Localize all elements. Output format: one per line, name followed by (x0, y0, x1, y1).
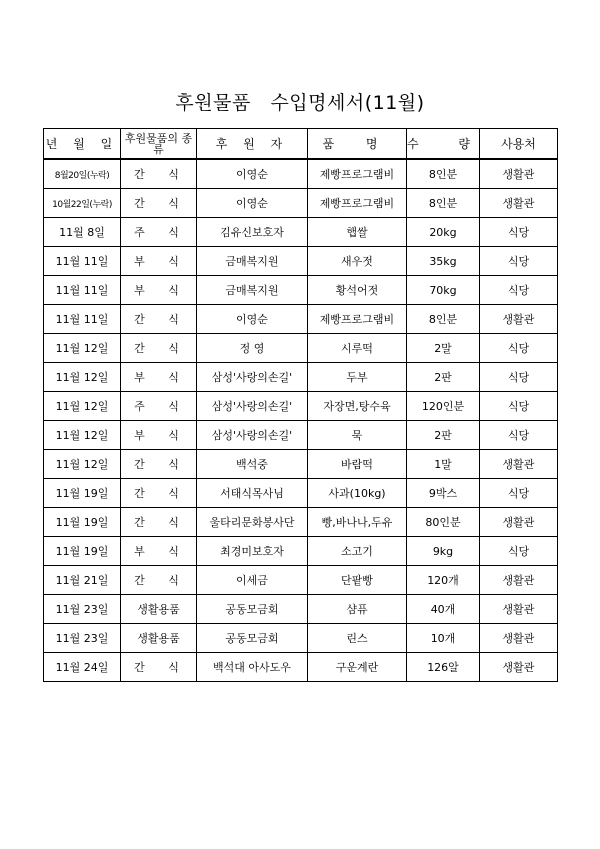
cell-quantity: 10개 (407, 624, 480, 653)
cell-type: 간 식 (121, 159, 197, 189)
cell-sponsor: 백석대 아사도우 (197, 653, 308, 682)
cell-item: 구운계란 (308, 653, 407, 682)
cell-quantity: 9박스 (407, 479, 480, 508)
table-row (44, 566, 558, 595)
cell-sponsor: 이영순 (197, 305, 308, 334)
table-row (44, 334, 558, 363)
cell-quantity: 20kg (407, 218, 480, 247)
cell-date: 11월 21일 (44, 566, 121, 595)
cell-quantity: 8인분 (407, 305, 480, 334)
cell-date: 11월 23일 (44, 595, 121, 624)
cell-type: 주 식 (121, 218, 197, 247)
cell-sponsor: 이세금 (197, 566, 308, 595)
cell-quantity: 35kg (407, 247, 480, 276)
cell-item: 빵,바나나,두유 (308, 508, 407, 537)
cell-type: 간 식 (121, 189, 197, 218)
cell-date: 11월 12일 (44, 334, 121, 363)
table-row (44, 653, 558, 682)
table-row (44, 218, 558, 247)
cell-type: 부 식 (121, 276, 197, 305)
cell-usage: 생활관 (480, 305, 558, 334)
cell-type: 부 식 (121, 247, 197, 276)
cell-item: 제빵프로그램비 (308, 305, 407, 334)
cell-type: 간 식 (121, 566, 197, 595)
cell-usage: 식당 (480, 421, 558, 450)
cell-usage: 생활관 (480, 508, 558, 537)
cell-type: 생활용품 (121, 624, 197, 653)
cell-quantity: 126알 (407, 653, 480, 682)
cell-item: 햅쌀 (308, 218, 407, 247)
cell-quantity: 40개 (407, 595, 480, 624)
table-row (44, 159, 558, 189)
cell-item: 단팥빵 (308, 566, 407, 595)
cell-usage: 생활관 (480, 653, 558, 682)
cell-sponsor: 금매복지원 (197, 247, 308, 276)
table-row (44, 421, 558, 450)
cell-date: 11월 12일 (44, 450, 121, 479)
cell-sponsor: 최경미보호자 (197, 537, 308, 566)
cell-date: 11월 11일 (44, 276, 121, 305)
cell-date: 10월22일(누락) (44, 189, 121, 218)
cell-sponsor: 이영순 (197, 189, 308, 218)
cell-usage: 생활관 (480, 624, 558, 653)
cell-date: 11월 12일 (44, 392, 121, 421)
cell-date: 11월 23일 (44, 624, 121, 653)
header-quantity: 수 량 (407, 129, 480, 160)
table-row (44, 363, 558, 392)
cell-date: 11월 19일 (44, 537, 121, 566)
cell-date: 11월 8일 (44, 218, 121, 247)
cell-date: 11월 11일 (44, 247, 121, 276)
cell-type: 간 식 (121, 334, 197, 363)
cell-usage: 식당 (480, 334, 558, 363)
table-row (44, 392, 558, 421)
cell-quantity: 2판 (407, 363, 480, 392)
donation-ledger-table (43, 128, 558, 682)
cell-type: 부 식 (121, 421, 197, 450)
cell-quantity: 2말 (407, 334, 480, 363)
cell-date: 11월 24일 (44, 653, 121, 682)
cell-sponsor: 공동모금회 (197, 595, 308, 624)
table-row (44, 305, 558, 334)
cell-usage: 생활관 (480, 595, 558, 624)
cell-item: 자장면,탕수육 (308, 392, 407, 421)
table-row (44, 595, 558, 624)
cell-type: 간 식 (121, 305, 197, 334)
cell-item: 샴퓨 (308, 595, 407, 624)
table-row (44, 624, 558, 653)
cell-date: 11월 19일 (44, 508, 121, 537)
cell-item: 두부 (308, 363, 407, 392)
table-row (44, 247, 558, 276)
cell-item: 새우젓 (308, 247, 407, 276)
cell-sponsor: 울타리문화봉사단 (197, 508, 308, 537)
table-row (44, 508, 558, 537)
cell-quantity: 70kg (407, 276, 480, 305)
cell-item: 사과(10kg) (308, 479, 407, 508)
cell-item: 소고기 (308, 537, 407, 566)
header-usage: 사용처 (480, 129, 558, 160)
cell-sponsor: 삼성'사랑의손길' (197, 363, 308, 392)
cell-quantity: 1말 (407, 450, 480, 479)
table-row (44, 450, 558, 479)
cell-quantity: 2판 (407, 421, 480, 450)
cell-sponsor: 백석중 (197, 450, 308, 479)
header-item: 품 명 (308, 129, 407, 160)
table-row (44, 537, 558, 566)
cell-item: 묵 (308, 421, 407, 450)
cell-usage: 생활관 (480, 189, 558, 218)
cell-usage: 식당 (480, 537, 558, 566)
cell-date: 11월 11일 (44, 305, 121, 334)
table-row (44, 276, 558, 305)
cell-quantity: 9kg (407, 537, 480, 566)
cell-usage: 생활관 (480, 159, 558, 189)
cell-date: 11월 12일 (44, 363, 121, 392)
cell-item: 황석어젓 (308, 276, 407, 305)
cell-type: 간 식 (121, 479, 197, 508)
cell-usage: 생활관 (480, 450, 558, 479)
cell-sponsor: 정 영 (197, 334, 308, 363)
cell-usage: 식당 (480, 247, 558, 276)
cell-item: 시루떡 (308, 334, 407, 363)
header-row (44, 129, 558, 160)
cell-type: 주 식 (121, 392, 197, 421)
cell-sponsor: 김유신보호자 (197, 218, 308, 247)
header-date: 년 월 일 (44, 129, 121, 160)
cell-sponsor: 서태식목사님 (197, 479, 308, 508)
cell-item: 바람떡 (308, 450, 407, 479)
cell-usage: 식당 (480, 276, 558, 305)
cell-item: 제빵프로그램비 (308, 189, 407, 218)
cell-type: 부 식 (121, 363, 197, 392)
cell-quantity: 120개 (407, 566, 480, 595)
cell-type: 생활용품 (121, 595, 197, 624)
cell-quantity: 8인분 (407, 159, 480, 189)
cell-item: 린스 (308, 624, 407, 653)
cell-usage: 생활관 (480, 566, 558, 595)
cell-type: 간 식 (121, 450, 197, 479)
cell-type: 간 식 (121, 653, 197, 682)
cell-quantity: 80인분 (407, 508, 480, 537)
header-sponsor: 후 원 자 (197, 129, 308, 160)
cell-usage: 식당 (480, 392, 558, 421)
cell-usage: 식당 (480, 218, 558, 247)
cell-type: 간 식 (121, 508, 197, 537)
cell-sponsor: 삼성'사랑의손길' (197, 421, 308, 450)
cell-date: 8월20일(누락) (44, 159, 121, 189)
cell-quantity: 120인분 (407, 392, 480, 421)
table-row (44, 479, 558, 508)
cell-date: 11월 12일 (44, 421, 121, 450)
table-row (44, 189, 558, 218)
cell-usage: 식당 (480, 479, 558, 508)
cell-sponsor: 삼성'사랑의손길' (197, 392, 308, 421)
cell-sponsor: 금매복지원 (197, 276, 308, 305)
cell-usage: 식당 (480, 363, 558, 392)
table-header (44, 129, 558, 160)
cell-sponsor: 공동모금회 (197, 624, 308, 653)
cell-item: 제빵프로그램비 (308, 159, 407, 189)
cell-type: 부 식 (121, 537, 197, 566)
header-type: 후원물품의 종류 (121, 129, 197, 160)
cell-date: 11월 19일 (44, 479, 121, 508)
cell-quantity: 8인분 (407, 189, 480, 218)
cell-sponsor: 이영순 (197, 159, 308, 189)
table-body (44, 159, 558, 682)
document-title: 후원물품 수입명세서(11월) (175, 92, 425, 114)
